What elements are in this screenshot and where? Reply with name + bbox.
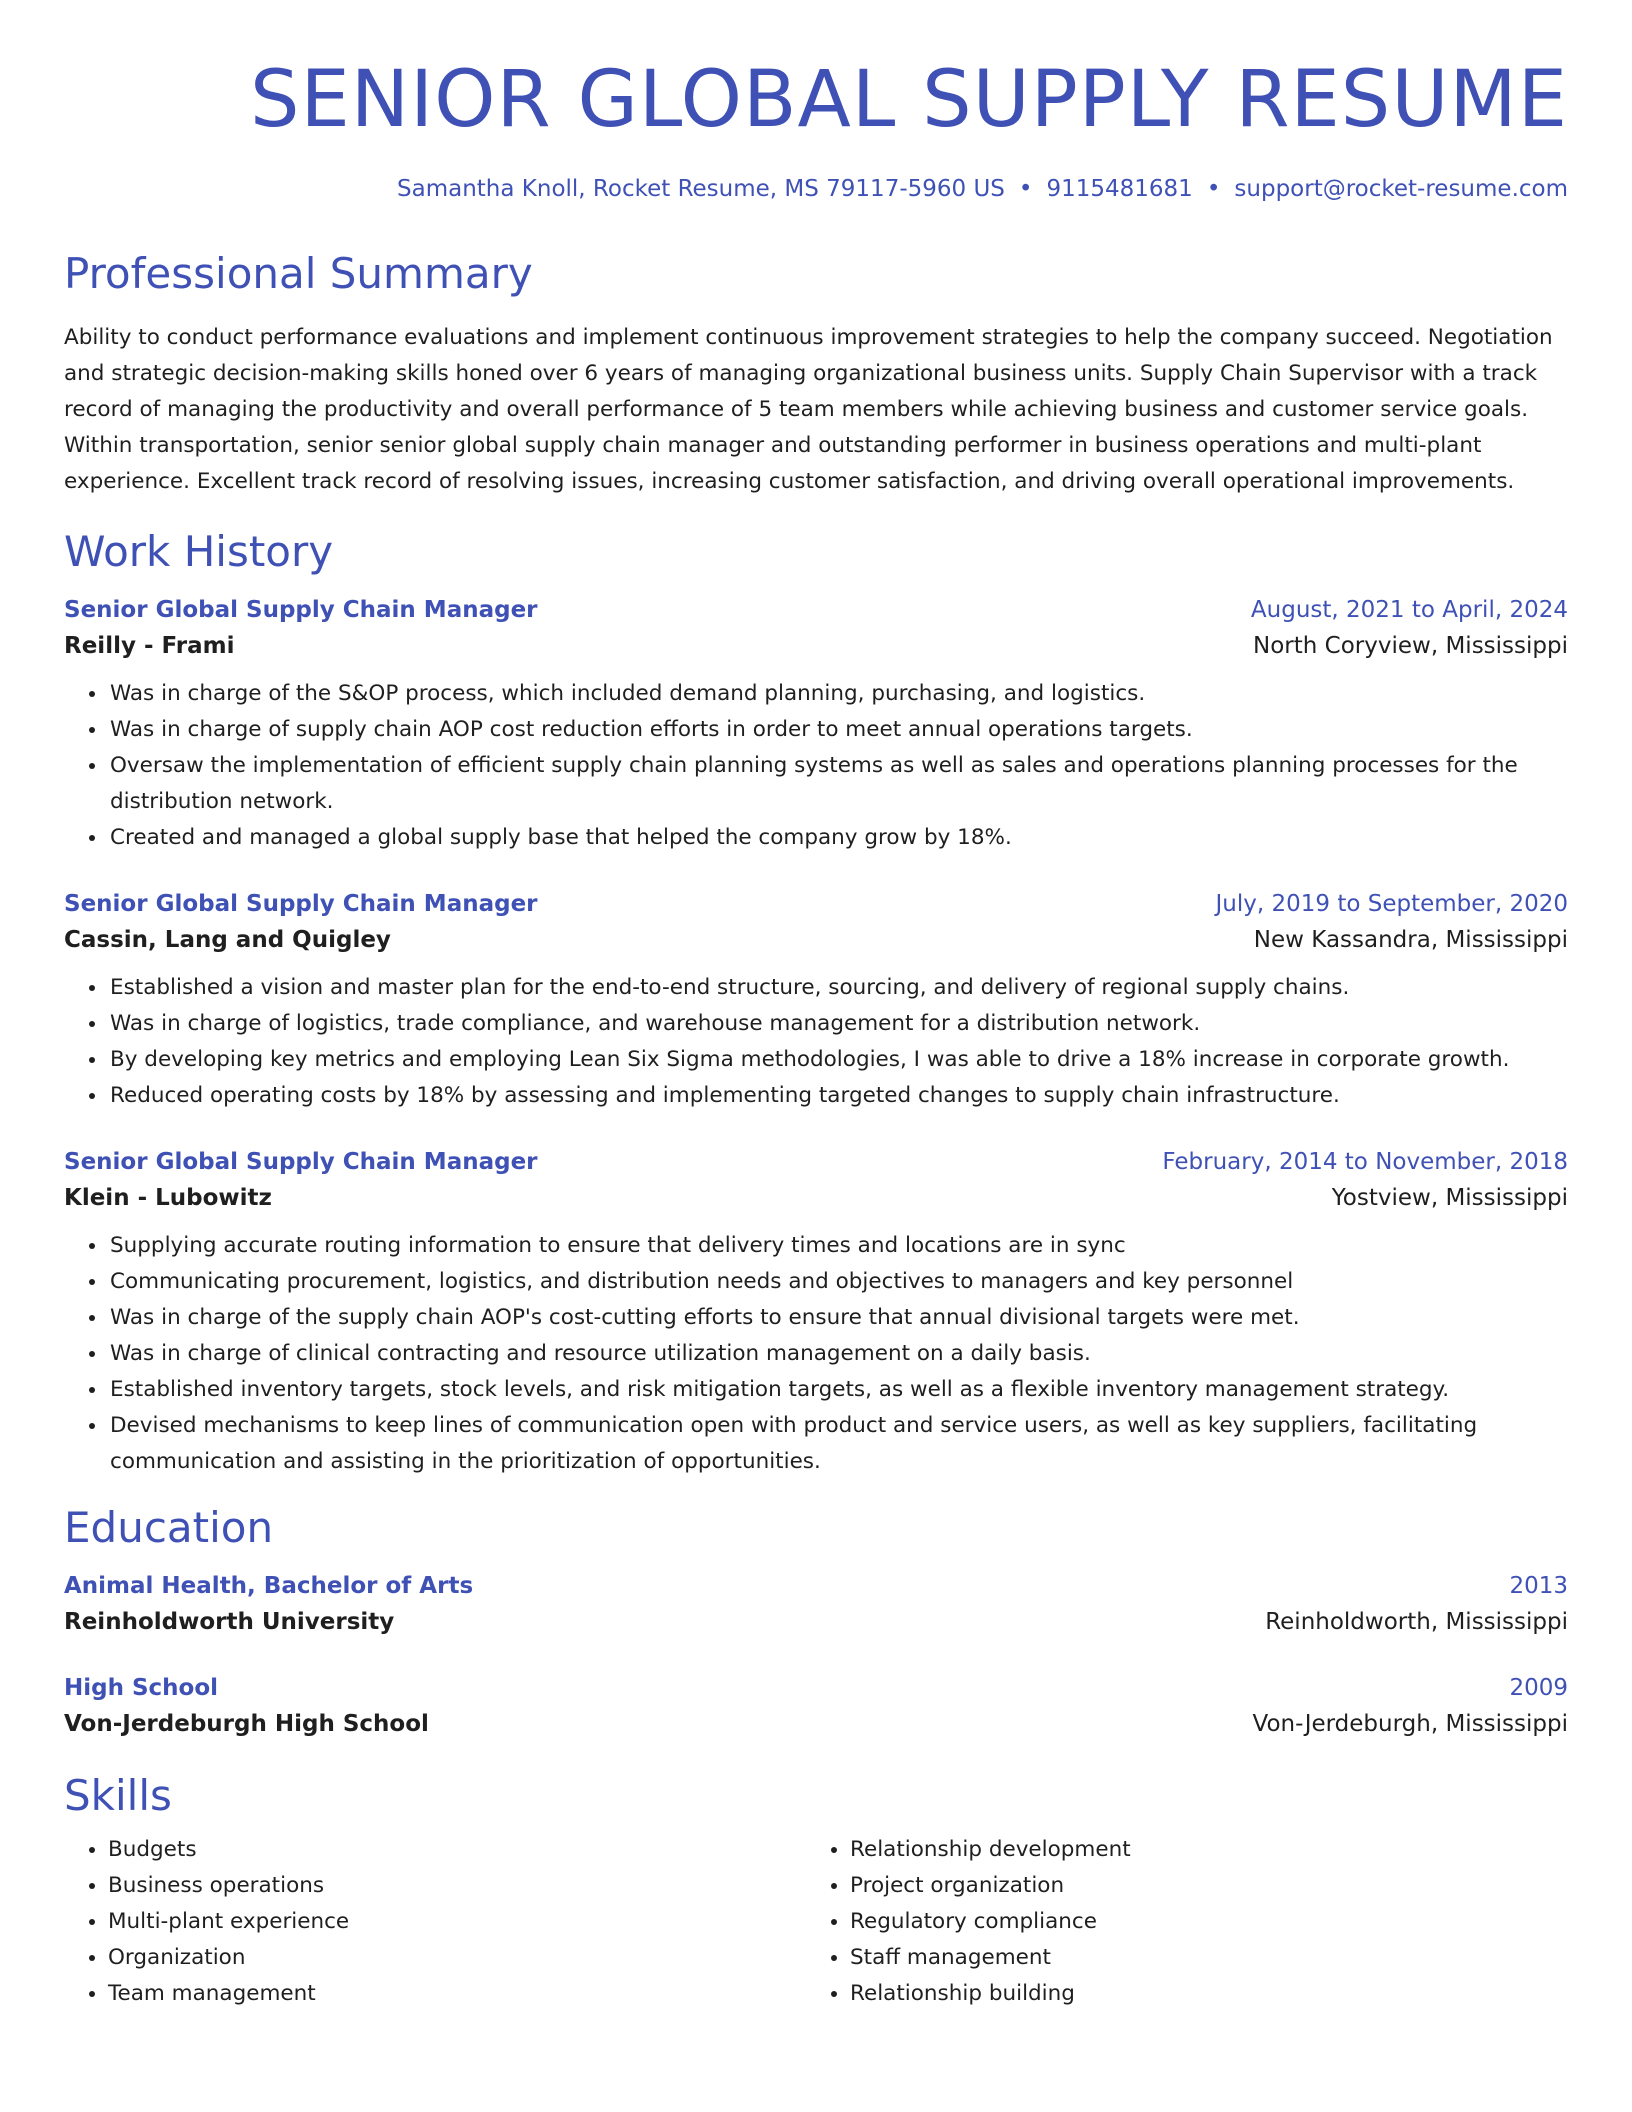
skills-column-left: [64, 1832, 806, 2012]
summary-text: Ability to conduct performance evaluations and implement continuous improvement strategies to help the company succeed. Negotiation and strategic decision-making skills honed over 6 years of managing organizational business units. Supply Chain Supervisor with a track record of managing the productivity and overall performance of 5 team members while achieving business and customer service goals. Within transportation, senior senior global supply chain manager and outstanding performer in business operations and multi-plant experience. Excellent track record of resolving issues, increasing customer satisfaction, and driving overall operational improvements.: [64, 325, 1553, 494]
job-bullet: • Communicating procurement, logistics, and distribution needs and objectives to managers and key personnel: [108, 1264, 1568, 1300]
education-location: Reinholdworth, Mississippi: [1265, 1609, 1568, 1635]
skill-item: • Regulatory compliance: [850, 1904, 1548, 1940]
contact-separator: •: [1018, 176, 1033, 202]
skill-item: • Staff management: [850, 1940, 1548, 1976]
job-bullets: [64, 1228, 1568, 1480]
contact-separator: •: [1206, 176, 1221, 202]
education-location: Von-Jerdeburgh, Mississippi: [1252, 1711, 1568, 1737]
job-company: Cassin, Lang and Quigley: [64, 927, 391, 953]
job-bullets: [64, 970, 1568, 1114]
skill-item: • Relationship building: [850, 1976, 1548, 2012]
skill-item: • Organization: [108, 1940, 806, 1976]
job-bullet: • Was in charge of the S&OP process, which included demand planning, purchasing, and logistics.: [108, 676, 1568, 712]
job-dates: August, 2021 to April, 2024: [1250, 597, 1568, 623]
job-location: Yostview, Mississippi: [1331, 1185, 1568, 1211]
skill-item: • Project organization: [850, 1868, 1548, 1904]
job-bullet: • Was in charge of the supply chain AOP's cost-cutting efforts to ensure that annual divisional targets were met.: [108, 1300, 1568, 1336]
job-location: New Kassandra, Mississippi: [1253, 927, 1568, 953]
job-role: Senior Global Supply Chain Manager: [64, 891, 538, 917]
summary-heading: Professional Summary: [64, 249, 533, 298]
job-bullet: • Established a vision and master plan for the end-to-end structure, sourcing, and delivery of regional supply chains.: [108, 970, 1568, 1006]
contact-email: support@rocket-resume.com: [1234, 176, 1568, 202]
skill-item: • Budgets: [108, 1832, 806, 1868]
job-bullet: • Was in charge of clinical contracting and resource utilization management on a daily basis.: [108, 1336, 1568, 1372]
job-bullet: • Reduced operating costs by 18% by assessing and implementing targeted changes to supply chain infrastructure.: [108, 1078, 1568, 1114]
resume-title: SENIOR GLOBAL SUPPLY RESUME: [249, 55, 1568, 145]
job-role: Senior Global Supply Chain Manager: [64, 597, 538, 623]
education-year: 2009: [1509, 1675, 1568, 1701]
skill-item: • Business operations: [108, 1868, 806, 1904]
job-entry: [64, 594, 1568, 856]
education-school: Reinholdworth University: [64, 1609, 395, 1635]
job-entry: [64, 1146, 1568, 1480]
job-bullets: [64, 676, 1568, 856]
job-bullet: • Created and managed a global supply base that helped the company grow by 18%.: [108, 820, 1568, 856]
skill-item: • Multi-plant experience: [108, 1904, 806, 1940]
skills-column-right: [806, 1832, 1548, 2012]
job-role: Senior Global Supply Chain Manager: [64, 1149, 538, 1175]
education-year: 2013: [1509, 1573, 1568, 1599]
education-heading: Education: [64, 1503, 274, 1552]
education-entry: [64, 1570, 1568, 1642]
skill-item: • Relationship development: [850, 1832, 1548, 1868]
education-degree: High School: [64, 1675, 219, 1701]
job-bullet: • Devised mechanisms to keep lines of communication open with product and service users, as well as key suppliers, facilitating communication and assisting in the prioritization of opportunities.: [108, 1408, 1568, 1480]
job-location: North Coryview, Mississippi: [1253, 633, 1568, 659]
job-entry: [64, 888, 1568, 1114]
skills-heading: Skills: [64, 1771, 172, 1820]
work-history-heading: Work History: [64, 527, 334, 576]
education-entry: [64, 1672, 1568, 1744]
job-dates: February, 2014 to November, 2018: [1162, 1149, 1568, 1175]
contact-phone: 9115481681: [1046, 176, 1193, 202]
skill-item: • Team management: [108, 1976, 806, 2012]
education-school: Von-Jerdeburgh High School: [64, 1711, 429, 1737]
skills-list: [64, 1832, 1568, 2012]
job-bullet: • Was in charge of supply chain AOP cost reduction efforts in order to meet annual operations targets.: [108, 712, 1568, 748]
education-degree: Animal Health, Bachelor of Arts: [64, 1573, 474, 1599]
job-company: Reilly - Frami: [64, 633, 235, 659]
job-bullet: • Was in charge of logistics, trade compliance, and warehouse management for a distribution network.: [108, 1006, 1568, 1042]
contact-line: [64, 174, 1568, 204]
job-company: Klein - Lubowitz: [64, 1185, 272, 1211]
contact-address: Samantha Knoll, Rocket Resume, MS 79117-5960 US: [397, 176, 1005, 202]
job-bullet: • Supplying accurate routing information to ensure that delivery times and locations are in sync: [108, 1228, 1568, 1264]
job-bullet: • Established inventory targets, stock levels, and risk mitigation targets, as well as a flexible inventory management strategy.: [108, 1372, 1568, 1408]
job-bullet: • Oversaw the implementation of efficient supply chain planning systems as well as sales and operations planning processes for the distribution network.: [108, 748, 1568, 820]
job-dates: July, 2019 to September, 2020: [1215, 891, 1568, 917]
job-bullet: • By developing key metrics and employing Lean Six Sigma methodologies, I was able to drive a 18% increase in corporate growth.: [108, 1042, 1568, 1078]
